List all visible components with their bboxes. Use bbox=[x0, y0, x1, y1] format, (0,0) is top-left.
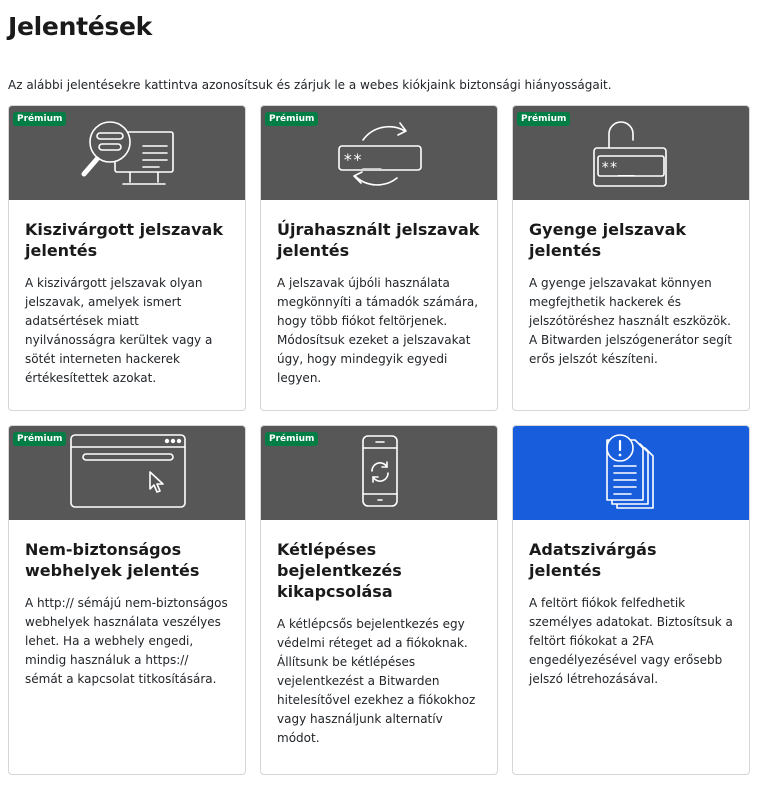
card-description: A kétlépcsős bejelentkezés egy védelmi réteget ad a fiókoknak. Állítsunk be kétlépéses vejelentkezést a Bitwarden hitelesítővel ezekhez a fiókokhoz vagy használjunk alternatív módot. bbox=[277, 617, 476, 745]
report-card-reused-passwords[interactable] bbox=[260, 105, 498, 411]
premium-badge: Prémium bbox=[517, 112, 570, 126]
premium-badge: Prémium bbox=[13, 112, 66, 126]
data-breach-documents-icon bbox=[513, 426, 750, 520]
card-banner bbox=[261, 106, 497, 200]
card-title: Kétlépéses bejelentkezés kikapcsolása bbox=[277, 540, 402, 601]
card-banner bbox=[9, 106, 245, 200]
report-card-exposed-passwords[interactable] bbox=[8, 105, 246, 411]
card-title: Nem-biztonságos webhelyek jelentés bbox=[25, 540, 200, 580]
card-description: A kiszivárgott jelszavak olyan jelszavak, amelyek ismert adatsértések miatt nyilvánosságra kerültek vagy a sötét interneten hackerek értékesítettek azokat. bbox=[25, 276, 213, 385]
page-subtitle: Az alábbi jelentésekre kattintva azonosítsuk és zárjuk le a webes kiókjaink biztonsági hiányosságait. bbox=[8, 78, 612, 92]
card-description: A jelszavak újbóli használata megkönnyíti a támadók számára, hogy több fiókot feltörjenek. Módosítsuk ezeket a jelszavakat úgy, hogy mindegyik egyedi legyen. bbox=[277, 276, 479, 385]
card-title: Adatszivárgás jelentés bbox=[529, 540, 657, 580]
card-title: Újrahasznált jelszavak jelentés bbox=[277, 220, 480, 260]
page-title: Jelentések bbox=[8, 12, 152, 41]
report-card-inactive-2fa[interactable] bbox=[260, 425, 498, 775]
card-banner bbox=[261, 426, 497, 520]
card-title: Kiszivárgott jelszavak jelentés bbox=[25, 220, 223, 260]
premium-badge: Prémium bbox=[265, 112, 318, 126]
card-description: A gyenge jelszavakat könnyen megfejthetik hackerek és jelszótöréshez használt eszközök. A Bitwarden jelszógenerátor segít erős jelszót készíteni. bbox=[529, 276, 732, 366]
report-card-data-breach[interactable] bbox=[512, 425, 750, 775]
card-banner bbox=[513, 426, 749, 520]
card-banner bbox=[513, 106, 749, 200]
card-description: A feltört fiókok felfedhetik személyes adatokat. Biztosítsuk a feltört fiókokat a 2FA engedélyezésével vagy erősebb jelszó létrehozásával. bbox=[529, 596, 733, 686]
svg-text:**__: **__ bbox=[601, 160, 635, 176]
premium-badge: Prémium bbox=[13, 432, 66, 446]
card-banner bbox=[9, 426, 245, 520]
premium-badge: Prémium bbox=[265, 432, 318, 446]
card-description: A http:// sémájú nem-biztonságos webhelyek használata veszélyes lehet. Ha a webhely engedi, mindig használuk a https:// sémát a kapcsolat titkosítására. bbox=[25, 596, 228, 686]
report-card-unsecured-websites[interactable] bbox=[8, 425, 246, 775]
card-title: Gyenge jelszavak jelentés bbox=[529, 220, 686, 260]
report-card-weak-passwords[interactable] bbox=[512, 105, 750, 411]
svg-text:**__: **__ bbox=[343, 150, 382, 169]
